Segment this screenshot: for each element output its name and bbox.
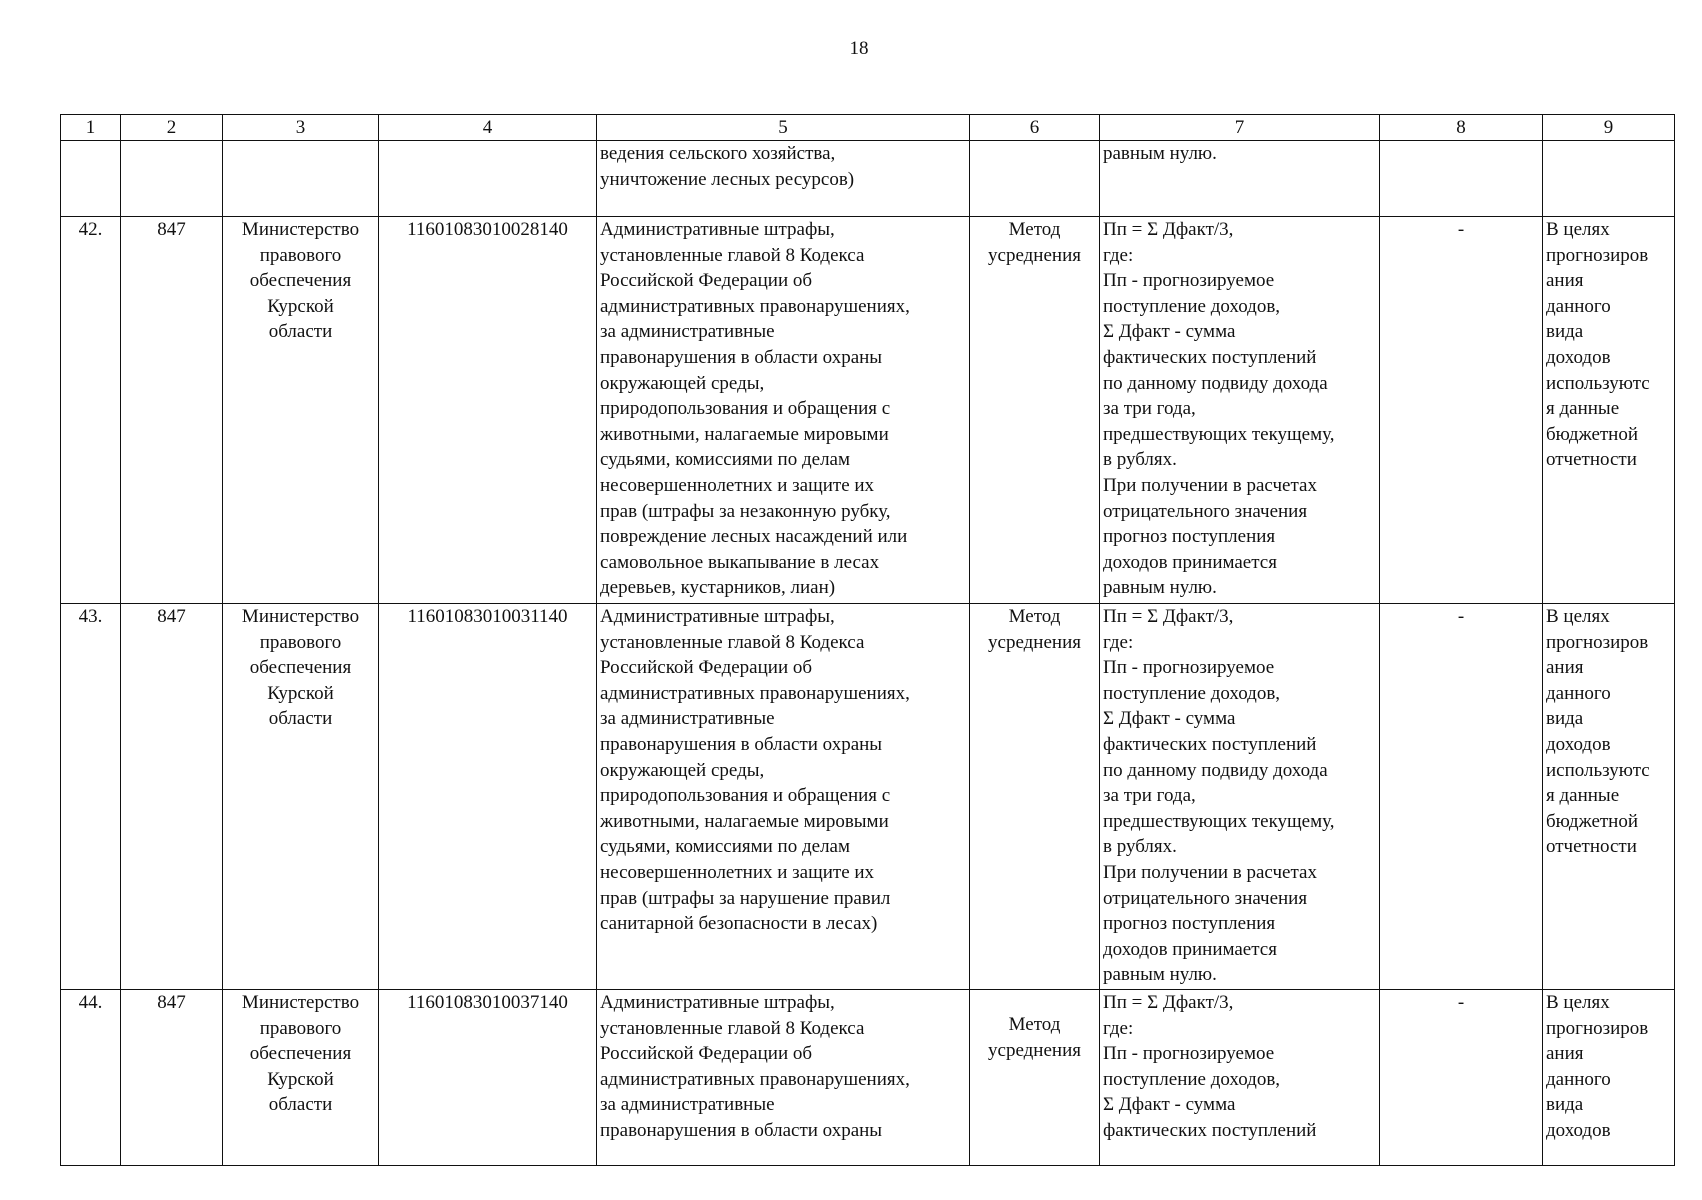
text-line: При получении в расчетах	[1103, 861, 1317, 883]
text-line: Министерство	[241, 606, 360, 627]
table-row	[61, 217, 1675, 604]
text-line: правонарушения в области охраны	[600, 733, 883, 755]
text-line: природопользования и обращения с	[600, 398, 891, 420]
text-line: Курской	[267, 682, 334, 704]
column-header-2: 2	[121, 115, 223, 141]
text-line: судьями, комиссиями по делам	[600, 449, 851, 471]
text-line: Российской Федерации об	[600, 270, 813, 292]
text-line: административных правонарушениях,	[600, 295, 910, 317]
column-8-value: -	[1380, 604, 1543, 990]
text-line: правового	[259, 631, 342, 653]
text-line: Метод	[1008, 606, 1061, 627]
forecast-method	[970, 604, 1100, 990]
text-line: усреднения	[988, 1039, 1081, 1061]
text-line: Курской	[267, 295, 334, 317]
text-line: деревьев, кустарников, лиан)	[600, 577, 836, 599]
text-line: за административные	[600, 708, 775, 730]
text-line: области	[268, 321, 333, 343]
organization-name	[223, 604, 379, 990]
column-header-1: 1	[61, 115, 121, 141]
row-number: 42.	[61, 217, 121, 604]
text-line: прав (штрафы за незаконную рубку,	[600, 500, 891, 522]
continuation-row	[61, 141, 1675, 217]
admin-code: 847	[121, 990, 223, 1166]
text-line: по данному подвиду дохода	[1103, 759, 1328, 781]
text-line: за три года,	[1103, 398, 1196, 420]
text-line: правонарушения в области охраны	[600, 1119, 883, 1141]
kbk-code: 11601083010037140	[379, 990, 597, 1166]
text-line: за три года,	[1103, 785, 1196, 807]
row-number: 44.	[61, 990, 121, 1166]
text-line: вида	[1546, 1094, 1584, 1116]
text-line: я данные	[1546, 398, 1620, 420]
text-line: доходов	[1546, 733, 1611, 755]
row-number: 43.	[61, 604, 121, 990]
text-line: ания	[1546, 1043, 1584, 1065]
revenue-description	[597, 604, 970, 990]
text-line: доходов принимается	[1103, 551, 1277, 573]
text-line: прогнозиров	[1546, 1017, 1649, 1039]
text-line: ания	[1546, 270, 1584, 292]
text-line: бюджетной	[1546, 423, 1639, 445]
text-line: равным нулю.	[1103, 143, 1217, 164]
text-line: вида	[1546, 321, 1584, 343]
text-line: области	[268, 708, 333, 730]
text-line: повреждение лесных насаждений или	[600, 526, 908, 548]
text-line: животными, налагаемые мировыми	[600, 423, 889, 445]
text-line: В целях	[1546, 219, 1610, 240]
text-line: где:	[1103, 631, 1134, 653]
text-line: по данному подвиду дохода	[1103, 372, 1328, 394]
text-line: В целях	[1546, 606, 1610, 627]
text-line: санитарной безопасности в лесах)	[600, 913, 878, 935]
text-line: предшествующих текущему,	[1103, 423, 1335, 445]
text-line: правового	[259, 244, 342, 266]
text-line: поступление доходов,	[1103, 1068, 1281, 1090]
cell-empty	[970, 141, 1100, 217]
text-line: Российской Федерации об	[600, 657, 813, 679]
revenue-description	[597, 217, 970, 604]
text-line: Σ Дфакт - сумма	[1103, 321, 1236, 343]
column-header-5: 5	[597, 115, 970, 141]
text-line: Пп = Σ Дфакт/3,	[1103, 992, 1234, 1013]
text-line: Пп - прогнозируемое	[1103, 270, 1275, 292]
text-line: Министерство	[241, 992, 360, 1013]
text-line: прогнозиров	[1546, 631, 1649, 653]
text-line: прогнозиров	[1546, 244, 1649, 266]
admin-code: 847	[121, 604, 223, 990]
cell-empty	[1380, 141, 1543, 217]
admin-code: 847	[121, 217, 223, 604]
text-line: ведения сельского хозяйства,	[600, 143, 836, 164]
text-line: данного	[1546, 682, 1611, 704]
text-line: окружающей среды,	[600, 759, 765, 781]
text-line: отчетности	[1546, 836, 1637, 858]
forecast-method	[970, 217, 1100, 604]
text-line: данного	[1546, 295, 1611, 317]
text-line: Курской	[267, 1068, 334, 1090]
text-line: Пп - прогнозируемое	[1103, 657, 1275, 679]
text-line: доходов	[1546, 1119, 1611, 1141]
text-line: усреднения	[988, 631, 1081, 653]
text-line: ания	[1546, 657, 1584, 679]
text-line: за административные	[600, 1094, 775, 1116]
text-line: усреднения	[988, 244, 1081, 266]
text-line: административных правонарушениях,	[600, 1068, 910, 1090]
text-line: обеспечения	[249, 1043, 352, 1065]
kbk-code: 11601083010028140	[379, 217, 597, 604]
text-line: фактических поступлений	[1103, 346, 1317, 368]
text-line: Σ Дфакт - сумма	[1103, 1094, 1236, 1116]
text-line: Российской Федерации об	[600, 1043, 813, 1065]
text-line: Σ Дфакт - сумма	[1103, 708, 1236, 730]
column-number-row	[61, 115, 1675, 141]
cell-empty	[1543, 141, 1675, 217]
text-line: где:	[1103, 1017, 1134, 1039]
table-row	[61, 604, 1675, 990]
organization-name	[223, 217, 379, 604]
continuation-formula	[1100, 141, 1380, 217]
text-line: животными, налагаемые мировыми	[600, 810, 889, 832]
text-line: прав (штрафы за нарушение правил	[600, 887, 891, 909]
column-header-4: 4	[379, 115, 597, 141]
cell-empty	[223, 141, 379, 217]
text-line: в рублях.	[1103, 836, 1177, 858]
text-line: фактических поступлений	[1103, 1119, 1317, 1141]
forecast-note	[1543, 604, 1675, 990]
text-line: Метод	[1008, 219, 1061, 240]
column-header-7: 7	[1100, 115, 1380, 141]
text-line: правового	[259, 1017, 342, 1039]
text-line: фактических поступлений	[1103, 733, 1317, 755]
forecast-note	[1543, 217, 1675, 604]
column-header-8: 8	[1380, 115, 1543, 141]
forecast-formula	[1100, 217, 1380, 604]
text-line: обеспечения	[249, 270, 352, 292]
column-header-3: 3	[223, 115, 379, 141]
column-8-value: -	[1380, 990, 1543, 1166]
revenue-forecast-table	[60, 114, 1675, 1166]
text-line: отрицательного значения	[1103, 887, 1308, 909]
forecast-formula	[1100, 990, 1380, 1166]
forecast-method	[970, 990, 1100, 1166]
text-line: судьями, комиссиями по делам	[600, 836, 851, 858]
text-line: Пп = Σ Дфакт/3,	[1103, 219, 1234, 240]
column-header-6: 6	[970, 115, 1100, 141]
text-line: установленные главой 8 Кодекса	[600, 631, 865, 653]
text-line: доходов	[1546, 346, 1611, 368]
text-line: за административные	[600, 321, 775, 343]
text-line: доходов принимается	[1103, 938, 1277, 960]
text-line: в рублях.	[1103, 449, 1177, 471]
text-line: В целях	[1546, 992, 1610, 1013]
text-line: равным нулю.	[1103, 577, 1217, 599]
page-number: 18	[849, 38, 869, 59]
text-line: установленные главой 8 Кодекса	[600, 1017, 865, 1039]
text-line: отрицательного значения	[1103, 500, 1308, 522]
cell-empty	[121, 141, 223, 217]
text-line: где:	[1103, 244, 1134, 266]
text-line: поступление доходов,	[1103, 682, 1281, 704]
text-line: прогноз поступления	[1103, 526, 1276, 548]
text-line: используютс	[1546, 759, 1650, 781]
text-line: Метод	[1008, 1014, 1061, 1035]
column-header-9: 9	[1543, 115, 1675, 141]
text-line: предшествующих текущему,	[1103, 810, 1335, 832]
revenue-description	[597, 990, 970, 1166]
text-line: равным нулю.	[1103, 964, 1217, 986]
text-line: Пп = Σ Дфакт/3,	[1103, 606, 1234, 627]
text-line: используютс	[1546, 372, 1650, 394]
text-line: отчетности	[1546, 449, 1637, 471]
text-line: прогноз поступления	[1103, 913, 1276, 935]
text-line: несовершеннолетних и защите их	[600, 861, 875, 883]
text-line: административных правонарушениях,	[600, 682, 910, 704]
text-line: Административные штрафы,	[600, 992, 835, 1013]
text-line: установленные главой 8 Кодекса	[600, 244, 865, 266]
cell-empty	[379, 141, 597, 217]
text-line: я данные	[1546, 785, 1620, 807]
text-line: обеспечения	[249, 657, 352, 679]
text-line: вида	[1546, 708, 1584, 730]
text-line: При получении в расчетах	[1103, 474, 1317, 496]
text-line: Административные штрафы,	[600, 219, 835, 240]
text-line: Пп - прогнозируемое	[1103, 1043, 1275, 1065]
text-line: окружающей среды,	[600, 372, 765, 394]
text-line: несовершеннолетних и защите их	[600, 474, 875, 496]
forecast-note	[1543, 990, 1675, 1166]
text-line: уничтожение лесных ресурсов)	[600, 168, 855, 190]
kbk-code: 11601083010031140	[379, 604, 597, 990]
text-line: поступление доходов,	[1103, 295, 1281, 317]
organization-name	[223, 990, 379, 1166]
text-line: области	[268, 1094, 333, 1116]
table-row	[61, 990, 1675, 1166]
text-line: бюджетной	[1546, 810, 1639, 832]
text-line: данного	[1546, 1068, 1611, 1090]
forecast-formula	[1100, 604, 1380, 990]
cell-empty	[61, 141, 121, 217]
column-8-value: -	[1380, 217, 1543, 604]
text-line: природопользования и обращения с	[600, 785, 891, 807]
continuation-description	[597, 141, 970, 217]
text-line: Административные штрафы,	[600, 606, 835, 627]
text-line: самовольное выкапывание в лесах	[600, 551, 880, 573]
text-line: правонарушения в области охраны	[600, 346, 883, 368]
text-line: Министерство	[241, 219, 360, 240]
